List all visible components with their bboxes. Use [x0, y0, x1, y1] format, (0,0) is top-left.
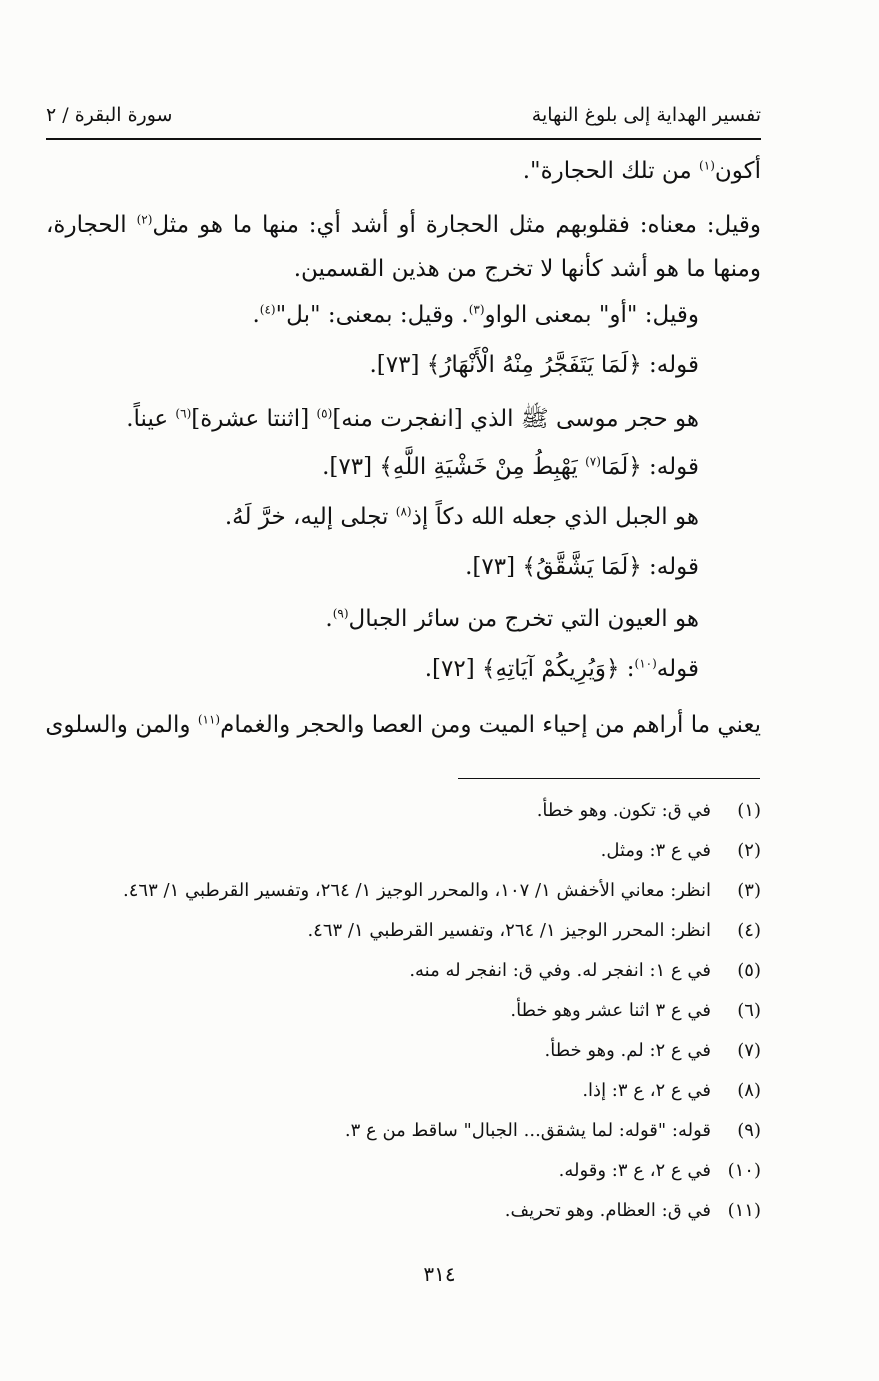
header-rule	[46, 138, 761, 140]
footnote	[123, 880, 761, 901]
footnote-number: (٤)	[737, 920, 761, 941]
footnote-number: (٨)	[737, 1080, 761, 1101]
footnote-text: في ع ٢، ع ٣: وقوله.	[558, 1160, 711, 1181]
surah-label: سورة البقرة / ٢	[46, 104, 173, 126]
footnote	[409, 960, 761, 981]
footnote-text: انظر: معاني الأخفش ١/ ١٠٧، والمحرر الوجيز ١/ ٢٦٤، وتفسير القرطبي ١/ ٤٦٣.	[123, 880, 711, 901]
text-line: قوله$^{(١٠)}$: ﴿وَيُرِيكُمْ آيَاتِهِ﴾ [٧٢].	[424, 656, 699, 682]
text-line: قوله: ﴿لَمَا$^{(٧)}$ يَهْبِطُ مِنْ خَشْيَةِ اللَّهِ﴾ [٧٣].	[322, 454, 699, 480]
text-line: أكون$^{(١)}$ من تلك الحجارة".	[522, 158, 761, 184]
footnote-number: (٣)	[737, 880, 761, 901]
footnote-text: في ق: العظام. وهو تحريف.	[504, 1200, 711, 1221]
footnote-number: (٩)	[737, 1120, 761, 1141]
footnote	[537, 800, 761, 821]
footnote	[601, 840, 761, 861]
page-number: ٣١٤	[423, 1262, 456, 1286]
footnote-text: قوله: "قوله: لما يشقق... الجبال" ساقط من ع ٣.	[344, 1120, 711, 1141]
text-line: قوله: ﴿لَمَا يَشَّقَّقُ﴾ [٧٣].	[465, 554, 699, 580]
footnote-number: (١)	[737, 800, 761, 821]
running-header	[46, 96, 761, 126]
footnote	[545, 1040, 761, 1061]
footnote	[345, 1120, 761, 1141]
footnote	[505, 1200, 761, 1221]
text-line: هو الجبل الذي جعله الله دكاً إذ$^{(٨)}$ تجلى إليه، خرَّ لَهُ.	[224, 504, 699, 530]
footnote-number: (١٠)	[727, 1160, 761, 1181]
footnote-number: (٥)	[737, 960, 761, 981]
footnote-number: (٢)	[737, 840, 761, 861]
footnote-number: (١١)	[727, 1200, 761, 1221]
footnote	[307, 920, 761, 941]
text-line: هو العيون التي تخرج من سائر الجبال$^{(٩)}$.	[325, 606, 699, 632]
footnote-text: في ع ٢: لم. وهو خطأ.	[544, 1040, 711, 1061]
text-line: وقيل: معناه: فقلوبهم مثل الحجارة أو أشد أي: منها ما هو مثل$^{(٢)}$ الحجارة،	[46, 212, 761, 238]
footnote-text: انظر: المحرر الوجيز ١/ ٢٦٤، وتفسير القرطبي ١/ ٤٦٣.	[307, 920, 711, 941]
footnote-text: في ع ٣ اثنا عشر وهو خطأ.	[510, 1000, 711, 1021]
footnote-number: (٧)	[737, 1040, 761, 1061]
footnote	[582, 1080, 761, 1101]
footnote-text: في ع ٣: ومثل.	[600, 840, 711, 861]
text-line: هو حجر موسى ﷺ الذي [انفجرت منه]$^{(٥)}$ [اثنتا عشرة]$^{(٦)}$ عيناً.	[126, 406, 699, 432]
footnote-rule	[458, 778, 760, 779]
footnote-text: في ع ١: انفجر له. وفي ق: انفجر له منه.	[409, 960, 711, 981]
footnote	[510, 1000, 761, 1021]
text-line: ومنها ما هو أشد كأنها لا تخرج من هذين القسمين.	[293, 256, 761, 282]
book-title: تفسير الهداية إلى بلوغ النهاية	[531, 104, 761, 126]
text-line: وقيل: "أو" بمعنى الواو$^{(٣)}$. وقيل: بمعنى: "بل"$^{(٤)}$.	[252, 302, 699, 328]
footnote	[559, 1160, 761, 1181]
footnote-text: في ع ٢، ع ٣: إذا.	[582, 1080, 711, 1101]
footnote-text: في ق: تكون. وهو خطأ.	[536, 800, 711, 821]
text-line: يعني ما أراهم من إحياء الميت ومن العصا والحجر والغمام$^{(١١)}$ والمن والسلوى	[45, 712, 761, 738]
footnote-number: (٦)	[737, 1000, 761, 1021]
text-line: قوله: ﴿لَمَا يَتَفَجَّرُ مِنْهُ الْأَنْهَارُ﴾ [٧٣].	[369, 352, 699, 378]
